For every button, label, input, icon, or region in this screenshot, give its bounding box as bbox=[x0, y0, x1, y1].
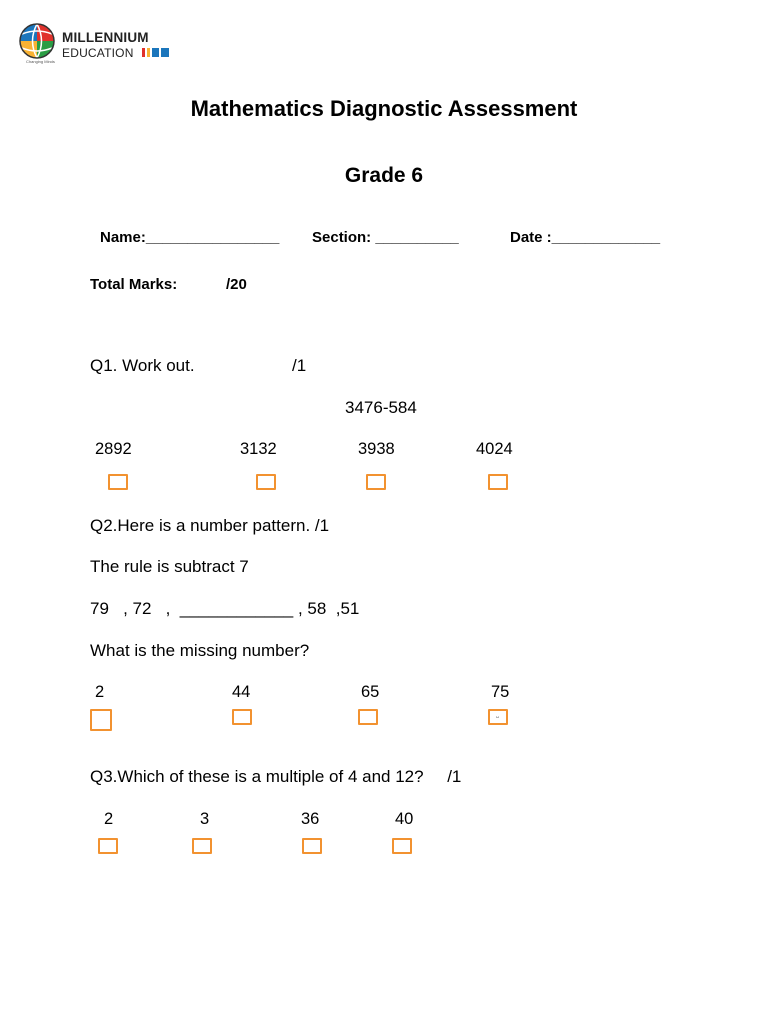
q3-option-checkbox[interactable] bbox=[192, 838, 212, 854]
q2-option-checkbox[interactable] bbox=[358, 709, 378, 725]
q3-option-label: 36 bbox=[301, 810, 320, 828]
millennium-logo bbox=[18, 22, 178, 66]
logo-tagline: Changing Minds bbox=[26, 59, 55, 64]
q3-option-checkbox[interactable] bbox=[302, 838, 322, 854]
q2-option-label: 65 bbox=[361, 683, 380, 701]
tick-mark-icon: ᵕ bbox=[496, 713, 500, 722]
total-marks-value: /20 bbox=[226, 276, 247, 293]
q2-text: Q2.Here is a number pattern. /1 bbox=[90, 516, 330, 535]
q1-option-checkbox[interactable] bbox=[256, 474, 276, 490]
q1-option-checkbox[interactable] bbox=[488, 474, 508, 490]
q2-option-checkbox[interactable] bbox=[232, 709, 252, 725]
q2-sequence: 79 , 72 , ____________ , 58 ,51 bbox=[90, 599, 360, 618]
grade-heading: Grade 6 bbox=[344, 164, 424, 187]
q1-option-label: 3132 bbox=[240, 440, 277, 458]
q1-option-label: 3938 bbox=[358, 440, 395, 458]
q3-text: Q3.Which of these is a multiple of 4 and 12? /1 bbox=[90, 767, 462, 786]
page-title: Mathematics Diagnostic Assessment bbox=[190, 96, 578, 121]
globe-icon bbox=[18, 22, 56, 60]
q3-option-label: 2 bbox=[104, 810, 114, 828]
q1-text: Q1. Work out. bbox=[90, 356, 195, 375]
name-field[interactable]: Name:________________ bbox=[100, 229, 280, 246]
total-marks-label: Total Marks: bbox=[90, 276, 178, 293]
q3-option-label: 40 bbox=[395, 810, 414, 828]
logo-flag-bars bbox=[142, 48, 169, 57]
q3-option-checkbox[interactable] bbox=[98, 838, 118, 854]
q2-option-checkbox[interactable] bbox=[90, 709, 112, 731]
logo-name: MILLENNIUM bbox=[62, 30, 149, 45]
q1-option-label: 2892 bbox=[95, 440, 132, 458]
q3-option-checkbox[interactable] bbox=[392, 838, 412, 854]
q2-option-label: 2 bbox=[95, 683, 105, 701]
q1-expression: 3476-584 bbox=[345, 398, 417, 417]
date-field[interactable]: Date :_____________ bbox=[510, 229, 661, 246]
q3-option-label: 3 bbox=[200, 810, 210, 828]
q2-prompt: What is the missing number? bbox=[90, 641, 310, 660]
q1-option-label: 4024 bbox=[476, 440, 513, 458]
q1-option-checkbox[interactable] bbox=[108, 474, 128, 490]
logo-sub: EDUCATION bbox=[62, 46, 134, 60]
q1-marks: /1 bbox=[292, 356, 307, 375]
q2-option-label: 75 bbox=[491, 683, 510, 701]
section-field[interactable]: Section: __________ bbox=[312, 229, 459, 246]
q2-rule: The rule is subtract 7 bbox=[90, 557, 249, 576]
q2-option-checkbox[interactable] bbox=[488, 709, 508, 725]
q2-option-label: 44 bbox=[232, 683, 251, 701]
q1-option-checkbox[interactable] bbox=[366, 474, 386, 490]
